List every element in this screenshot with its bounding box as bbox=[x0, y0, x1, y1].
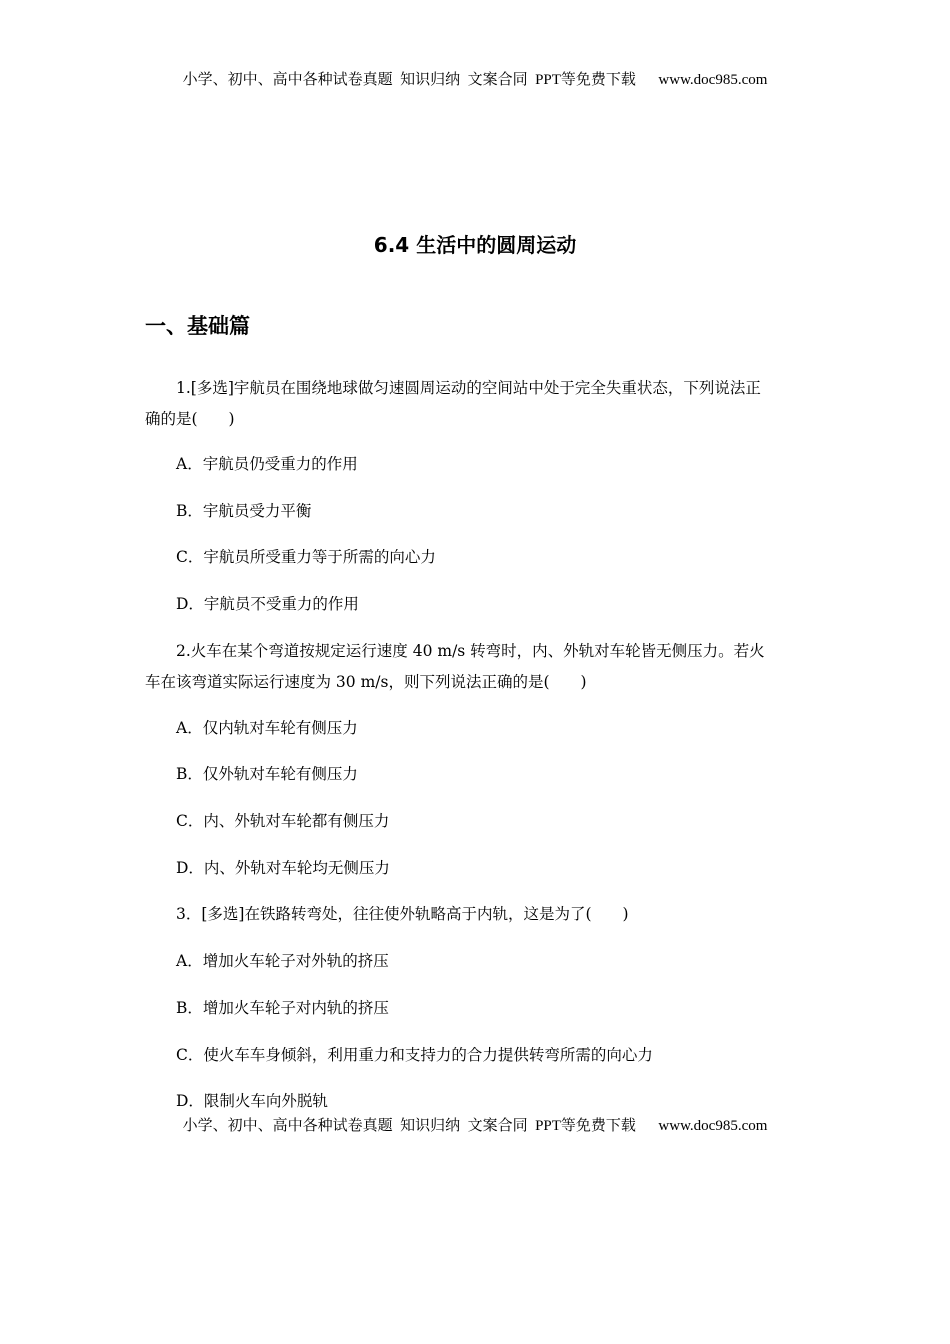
question-2-option-a: A．仅内轨对车轮有侧压力 bbox=[176, 719, 358, 737]
question-1-option-d: D．宇航员不受重力的作用 bbox=[176, 595, 359, 613]
question-1-option-c: C．宇航员所受重力等于所需的向心力 bbox=[176, 548, 436, 566]
question-2-stem-line-1: 2.火车在某个弯道按规定运行速度 40 m/s 转弯时，内、外轨对车轮皆无侧压力。若火 bbox=[176, 642, 765, 660]
question-1-stem-line-2: 确的是( ) bbox=[145, 410, 235, 428]
question-1-stem-line-1: 1.[多选]宇航员在围绕地球做匀速圆周运动的空间站中处于完全失重状态，下列说法正 bbox=[176, 379, 761, 397]
question-3-stem-line-1: 3．[多选]在铁路转弯处，往往使外轨略高于内轨，这是为了( ) bbox=[176, 905, 629, 923]
page-header: 小学、初中、高中各种试卷真题 知识归纳 文案合同 PPT等免费下载 www.doc985.com bbox=[182, 72, 768, 88]
question-2-option-c: C．内、外轨对车轮都有侧压力 bbox=[176, 812, 390, 830]
question-3-option-b: B．增加火车轮子对内轨的挤压 bbox=[176, 999, 389, 1017]
question-2-option-d: D．内、外轨对车轮均无侧压力 bbox=[176, 859, 390, 877]
question-1-option-b: B．宇航员受力平衡 bbox=[176, 502, 312, 520]
page-footer: 小学、初中、高中各种试卷真题 知识归纳 文案合同 PPT等免费下载 www.doc985.com bbox=[182, 1118, 768, 1134]
question-2-stem-line-2: 车在该弯道实际运行速度为 30 m/s，则下列说法正确的是( ) bbox=[145, 673, 587, 691]
question-3-option-c: C．使火车车身倾斜，利用重力和支持力的合力提供转弯所需的向心力 bbox=[176, 1046, 653, 1064]
question-3-option-d: D．限制火车向外脱轨 bbox=[176, 1092, 328, 1110]
page-title: 6.4 生活中的圆周运动 bbox=[373, 233, 577, 257]
question-2-option-b: B．仅外轨对车轮有侧压力 bbox=[176, 765, 358, 783]
section-heading: 一、基础篇 bbox=[145, 314, 250, 338]
question-1-option-a: A．宇航员仍受重力的作用 bbox=[176, 455, 358, 473]
question-3-option-a: A．增加火车轮子对外轨的挤压 bbox=[176, 952, 389, 970]
